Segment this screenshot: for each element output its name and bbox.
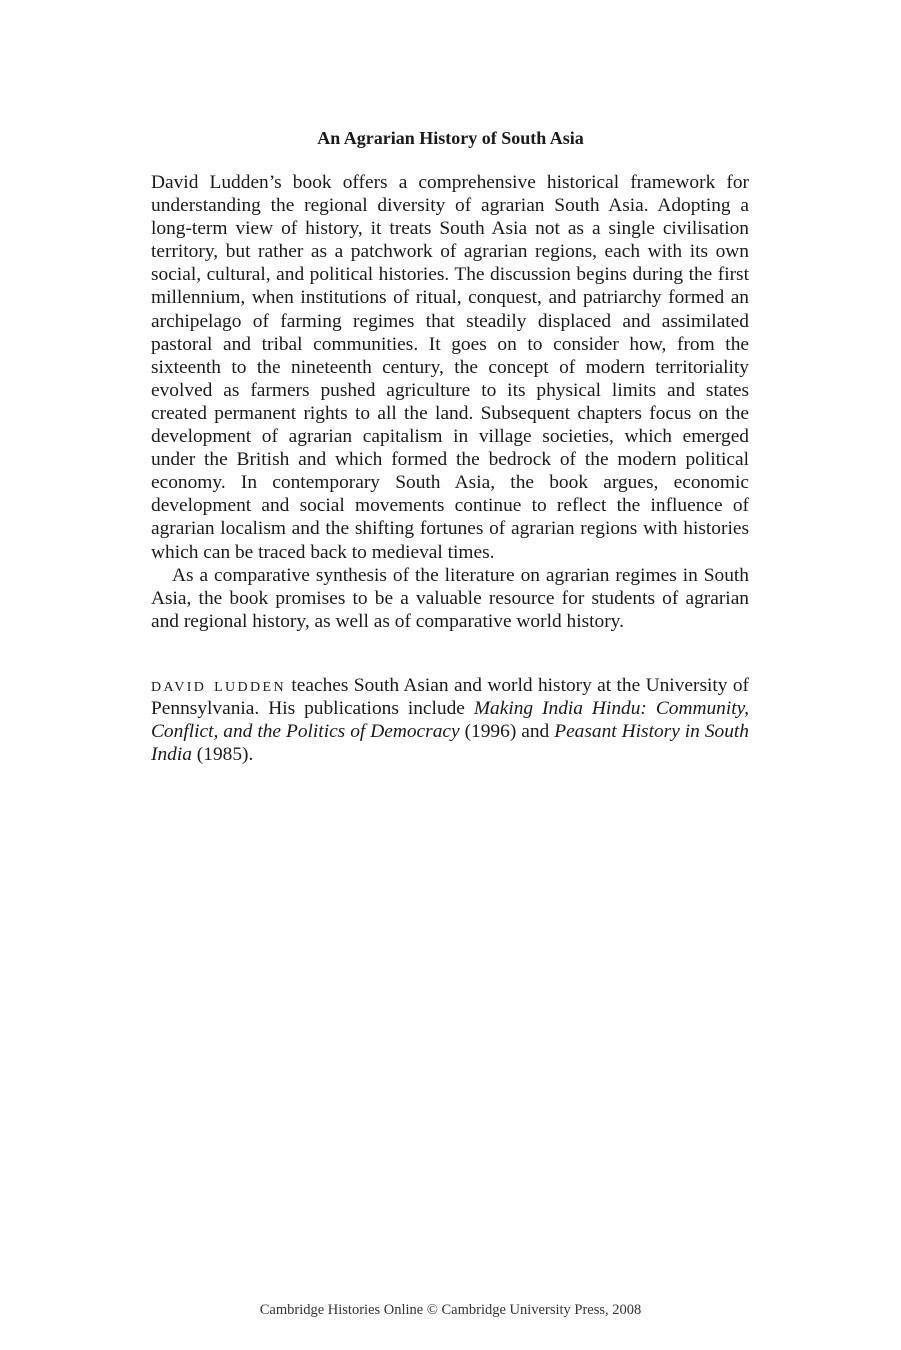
blurb-paragraph-1: David Ludden’s book offers a comprehensive historical framework for understanding the regional diversity of agrarian South Asia. Adopting a long-term view of history, it treats South Asia not as a single civilisation territory, but rather as a patchwork of agrarian regions, each with its own social, cultural, and political histories. The discussion begins during the first millennium, when institutions of ritual, conquest, and patriarchy formed an archipelago of farming regimes that steadily displaced and assimilated pastoral and tribal communities. It goes on to consider how, from the sixteenth to the nineteenth century, the concept of modern territoriality evolved as farmers pushed agriculture to its physical limits and states created permanent rights to all the land. Subsequent chapters focus on the development of agrarian capitalism in village societies, which emerged under the British and which formed the bedrock of the modern political economy. In contemporary South Asia, the book argues, economic development and social movements continue to reflect the influence of agrarian localism and the shifting fortunes of agrarian regions with histories which can be traced back to medieval times.	[151, 172, 749, 563]
bio-text-1: teaches South Asian and world history at the University of Pennsylvania. His publications include	[151, 675, 749, 720]
author-bio-paragraph	[151, 674, 749, 766]
blurb-paragraph-2: As a comparative synthesis of the literature on agrarian regimes in South Asia, the book promises to be a valuable resource for students of agrarian and regional history, as well as of comparative world history.	[151, 564, 749, 632]
bio-text-2: (1996) and	[459, 721, 555, 743]
bio-text-3: (1985).	[191, 744, 254, 766]
book-blurb	[151, 171, 749, 633]
page-title: An Agrarian History of South Asia	[317, 128, 584, 148]
book-title-1: Making India Hindu: Community, Conflict, and the Politics of Democracy	[151, 698, 749, 743]
copyright-footer: Cambridge Histories Online © Cambridge University Press, 2008	[259, 1302, 642, 1318]
author-bio	[151, 674, 749, 766]
book-title-2: Peasant History in South India	[151, 721, 750, 766]
author-name: david ludden	[151, 675, 287, 696]
